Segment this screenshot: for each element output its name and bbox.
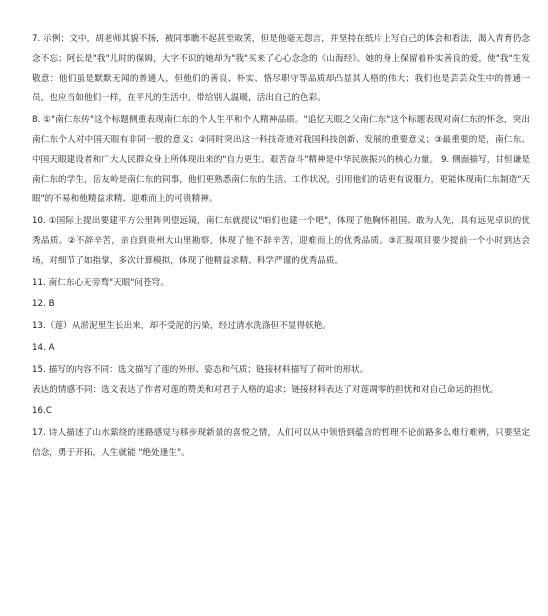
answer-11: 11. 南仁东心无旁骛"天眼"问苍穹。: [32, 277, 169, 288]
answer-10: 10. ①国际上提出要建平方公里阵列望远镜，南仁东就提议"咱们也建一个吧"，体现了他胸怀祖国、敢为人先，具有远见卓识的优秀品质。②不辞辛苦，亲自到贵州大山里勘察，体现了他不辞辛苦，迎难而上的优秀品质。③汇报项目要少提前一个小时到达会场，对细节了如指掌，多次计算模拟，体现了他精益求精、科学严谨的优秀品质。: [32, 216, 530, 266]
answer-13: 13.（莲）从淤泥里生长出来，却不受泥的污染，经过清水洗涤但不显得妖艳。: [32, 321, 332, 332]
answer-7: 7. 示例：文中，胡老师其貌不扬，被同事瞧不起甚至取笑，但是他毫无怨言，并坚持在纸片上写自己的体会和看法，渴入青育仍念念不忘；阿长是"我"儿时的保姆，大字不识的她却为"我"买来了心心念念的《山海经》。她的身上保留着朴实善良的爱，使"我"生发敬意：他们虽是默默无闻的普通人，但他们的善良、朴实、恪尽职守等品质却凸显其人格的伟大；我们也是芸芸众生中的普通一员，也应当如他们一样，在平凡的生活中，带给别人温暖，活出自己的色彩。: [32, 34, 530, 104]
answer-8-9: 8. ①"南仁东传"这个标题侧重表现南仁东的个人生平和个人精神品质。"追忆天眼之父南仁东"这个标题表现对南仁东的怀念，突出南仁东个人对中国天眼有非同一般的意义；②同时突出这一科技奇迹对我国科技创新、发展的重要意义；③最重要的是，南仁东、中国天眼建设者和广大人民群众身上所体现出来的"自力更生、艰苦奋斗"精神是中华民族振兴的核心力量。 9. 侧面描写，甘恒谦是南仁东的学生，岳友岭是南仁东的同事，他们更熟悉南仁东的生活、工作状况，引用他们的话更有说服力，更能体现南仁东制造"天眼"的不易和他精益求精、迎难而上的可贵精神。: [32, 115, 530, 205]
answer-15-emotion: 表达的情感不同：选文表达了作者对莲的赞美和对君子人格的追求；链接材料表达了对莲凋零的担忧和对自己命运的担忧。: [32, 384, 499, 395]
answer-14: 14. A: [32, 342, 55, 353]
answer-12: 12. B: [32, 299, 55, 310]
answer-17: 17. 诗人描述了山水萦绕的迷路感觉与移步现新景的喜悦之情，人们可以从中领悟到蕴含的哲理不论前路多么难行难辨，只要坚定信念，勇于开拓，人生就能 "绝处逢生"。: [32, 428, 530, 458]
answer-15-content: 15. 描写的内容不同：选文描写了莲的外形、姿态和气质；链接材料描写了荷叶的形状。: [32, 364, 369, 375]
answer-16: 16.C: [32, 406, 52, 417]
